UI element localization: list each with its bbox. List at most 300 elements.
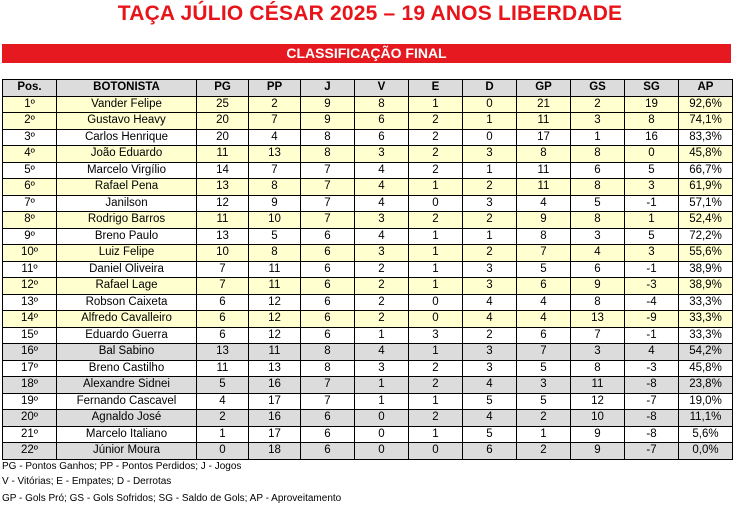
cell-gs: 3 bbox=[571, 113, 625, 130]
cell-pg: 13 bbox=[197, 179, 249, 196]
cell-sg: 19 bbox=[625, 96, 679, 113]
cell-name: Vander Felipe bbox=[57, 96, 197, 113]
cell-gp: 7 bbox=[517, 245, 571, 262]
cell-pp: 5 bbox=[249, 228, 301, 245]
standings-table bbox=[2, 79, 733, 460]
cell-gp: 5 bbox=[517, 261, 571, 278]
cell-d: 3 bbox=[463, 261, 517, 278]
cell-name: Robson Caixeta bbox=[57, 294, 197, 311]
cell-sg: -7 bbox=[625, 393, 679, 410]
cell-sg: -4 bbox=[625, 294, 679, 311]
cell-pos: 19º bbox=[3, 393, 57, 410]
cell-pp: 8 bbox=[249, 179, 301, 196]
cell-pos: 4º bbox=[3, 146, 57, 163]
cell-e: 3 bbox=[409, 327, 463, 344]
cell-pg: 7 bbox=[197, 261, 249, 278]
cell-sg: 3 bbox=[625, 245, 679, 262]
cell-name: Alfredo Cavalleiro bbox=[57, 311, 197, 328]
cell-e: 2 bbox=[409, 146, 463, 163]
cell-gs: 11 bbox=[571, 377, 625, 394]
cell-name: Rodrigo Barros bbox=[57, 212, 197, 229]
cell-pg: 13 bbox=[197, 344, 249, 361]
cell-ap: 92,6% bbox=[679, 96, 733, 113]
cell-gs: 12 bbox=[571, 393, 625, 410]
cell-gp: 7 bbox=[517, 344, 571, 361]
cell-name: Janilson bbox=[57, 195, 197, 212]
cell-pg: 7 bbox=[197, 278, 249, 295]
cell-pp: 8 bbox=[249, 245, 301, 262]
cell-v: 2 bbox=[355, 294, 409, 311]
cell-name: Breno Paulo bbox=[57, 228, 197, 245]
table-row bbox=[3, 360, 733, 377]
cell-ap: 74,1% bbox=[679, 113, 733, 130]
cell-pp: 10 bbox=[249, 212, 301, 229]
cell-d: 3 bbox=[463, 278, 517, 295]
cell-pp: 12 bbox=[249, 294, 301, 311]
cell-d: 0 bbox=[463, 96, 517, 113]
cell-j: 6 bbox=[301, 245, 355, 262]
cell-name: Breno Castilho bbox=[57, 360, 197, 377]
cell-sg: -3 bbox=[625, 278, 679, 295]
cell-j: 6 bbox=[301, 327, 355, 344]
cell-name: João Eduardo bbox=[57, 146, 197, 163]
legend-line-2: V - Vitórias; E - Empates; D - Derrotas bbox=[2, 476, 172, 487]
cell-e: 0 bbox=[409, 311, 463, 328]
cell-ap: 61,9% bbox=[679, 179, 733, 196]
cell-pp: 7 bbox=[249, 162, 301, 179]
cell-pos: 22º bbox=[3, 443, 57, 460]
cell-j: 6 bbox=[301, 410, 355, 427]
cell-e: 2 bbox=[409, 377, 463, 394]
cell-v: 0 bbox=[355, 443, 409, 460]
cell-pg: 11 bbox=[197, 146, 249, 163]
cell-d: 2 bbox=[463, 212, 517, 229]
cell-j: 8 bbox=[301, 360, 355, 377]
table-row bbox=[3, 245, 733, 262]
cell-v: 1 bbox=[355, 377, 409, 394]
cell-j: 7 bbox=[301, 393, 355, 410]
cell-e: 2 bbox=[409, 113, 463, 130]
cell-pp: 2 bbox=[249, 96, 301, 113]
cell-gp: 9 bbox=[517, 212, 571, 229]
cell-name: Marcelo Virgílio bbox=[57, 162, 197, 179]
cell-gs: 2 bbox=[571, 96, 625, 113]
cell-pos: 18º bbox=[3, 377, 57, 394]
cell-pp: 11 bbox=[249, 344, 301, 361]
column-header: GP bbox=[517, 80, 571, 97]
cell-j: 6 bbox=[301, 278, 355, 295]
cell-d: 6 bbox=[463, 443, 517, 460]
cell-d: 5 bbox=[463, 426, 517, 443]
column-header: BOTONISTA bbox=[57, 80, 197, 97]
cell-pg: 10 bbox=[197, 245, 249, 262]
cell-pos: 2º bbox=[3, 113, 57, 130]
page-title: TAÇA JÚLIO CÉSAR 2025 – 19 ANOS LIBERDADE bbox=[117, 2, 623, 25]
cell-v: 3 bbox=[355, 146, 409, 163]
cell-sg: 16 bbox=[625, 129, 679, 146]
cell-ap: 55,6% bbox=[679, 245, 733, 262]
table-row bbox=[3, 311, 733, 328]
cell-v: 1 bbox=[355, 327, 409, 344]
table-row bbox=[3, 443, 733, 460]
cell-ap: 45,8% bbox=[679, 360, 733, 377]
cell-gs: 8 bbox=[571, 294, 625, 311]
cell-pos: 17º bbox=[3, 360, 57, 377]
cell-e: 2 bbox=[409, 162, 463, 179]
cell-ap: 33,3% bbox=[679, 311, 733, 328]
table-row bbox=[3, 96, 733, 113]
cell-gs: 1 bbox=[571, 129, 625, 146]
cell-gp: 5 bbox=[517, 360, 571, 377]
cell-pp: 11 bbox=[249, 261, 301, 278]
cell-j: 7 bbox=[301, 179, 355, 196]
cell-ap: 0,0% bbox=[679, 443, 733, 460]
cell-v: 4 bbox=[355, 179, 409, 196]
cell-d: 4 bbox=[463, 294, 517, 311]
table-row bbox=[3, 195, 733, 212]
cell-pos: 12º bbox=[3, 278, 57, 295]
cell-d: 0 bbox=[463, 129, 517, 146]
cell-ap: 66,7% bbox=[679, 162, 733, 179]
column-header: D bbox=[463, 80, 517, 97]
table-row bbox=[3, 410, 733, 427]
cell-gs: 8 bbox=[571, 212, 625, 229]
cell-v: 2 bbox=[355, 311, 409, 328]
cell-v: 2 bbox=[355, 261, 409, 278]
cell-j: 7 bbox=[301, 377, 355, 394]
cell-name: Gustavo Heavy bbox=[57, 113, 197, 130]
cell-gs: 6 bbox=[571, 162, 625, 179]
cell-name: Alexandre Sidnei bbox=[57, 377, 197, 394]
cell-ap: 57,1% bbox=[679, 195, 733, 212]
cell-e: 0 bbox=[409, 195, 463, 212]
cell-j: 6 bbox=[301, 261, 355, 278]
cell-pos: 21º bbox=[3, 426, 57, 443]
table-row bbox=[3, 228, 733, 245]
cell-ap: 23,8% bbox=[679, 377, 733, 394]
cell-ap: 33,3% bbox=[679, 327, 733, 344]
cell-sg: 3 bbox=[625, 179, 679, 196]
cell-d: 1 bbox=[463, 113, 517, 130]
cell-pp: 17 bbox=[249, 426, 301, 443]
cell-d: 3 bbox=[463, 360, 517, 377]
cell-d: 5 bbox=[463, 393, 517, 410]
cell-ap: 83,3% bbox=[679, 129, 733, 146]
cell-pp: 13 bbox=[249, 146, 301, 163]
cell-pos: 10º bbox=[3, 245, 57, 262]
cell-gp: 8 bbox=[517, 228, 571, 245]
cell-pg: 14 bbox=[197, 162, 249, 179]
cell-j: 8 bbox=[301, 344, 355, 361]
cell-v: 3 bbox=[355, 360, 409, 377]
table-row bbox=[3, 278, 733, 295]
cell-sg: -8 bbox=[625, 410, 679, 427]
cell-name: Daniel Oliveira bbox=[57, 261, 197, 278]
cell-gs: 3 bbox=[571, 344, 625, 361]
table-row bbox=[3, 146, 733, 163]
cell-name: Carlos Henrique bbox=[57, 129, 197, 146]
table-row bbox=[3, 426, 733, 443]
cell-pp: 18 bbox=[249, 443, 301, 460]
column-header: PP bbox=[249, 80, 301, 97]
cell-gp: 5 bbox=[517, 393, 571, 410]
cell-e: 1 bbox=[409, 228, 463, 245]
cell-ap: 11,1% bbox=[679, 410, 733, 427]
cell-gs: 5 bbox=[571, 195, 625, 212]
cell-e: 2 bbox=[409, 410, 463, 427]
cell-gp: 6 bbox=[517, 327, 571, 344]
cell-gp: 11 bbox=[517, 113, 571, 130]
cell-e: 1 bbox=[409, 344, 463, 361]
cell-pg: 5 bbox=[197, 377, 249, 394]
cell-pg: 6 bbox=[197, 294, 249, 311]
cell-j: 6 bbox=[301, 426, 355, 443]
table-row bbox=[3, 179, 733, 196]
cell-e: 2 bbox=[409, 129, 463, 146]
cell-pp: 4 bbox=[249, 129, 301, 146]
cell-d: 1 bbox=[463, 162, 517, 179]
cell-d: 4 bbox=[463, 377, 517, 394]
cell-d: 2 bbox=[463, 179, 517, 196]
cell-gp: 2 bbox=[517, 443, 571, 460]
column-header: AP bbox=[679, 80, 733, 97]
cell-v: 3 bbox=[355, 245, 409, 262]
cell-pg: 13 bbox=[197, 228, 249, 245]
legend-line-1: PG - Pontos Ganhos; PP - Pontos Perdidos; J - Jogos bbox=[2, 461, 242, 472]
table-row bbox=[3, 212, 733, 229]
cell-pos: 13º bbox=[3, 294, 57, 311]
table-body bbox=[3, 96, 733, 459]
cell-j: 8 bbox=[301, 129, 355, 146]
cell-gp: 4 bbox=[517, 195, 571, 212]
cell-sg: 1 bbox=[625, 212, 679, 229]
cell-pg: 6 bbox=[197, 311, 249, 328]
cell-pos: 5º bbox=[3, 162, 57, 179]
cell-e: 0 bbox=[409, 294, 463, 311]
table-row bbox=[3, 327, 733, 344]
table-row bbox=[3, 344, 733, 361]
cell-pos: 15º bbox=[3, 327, 57, 344]
cell-d: 2 bbox=[463, 245, 517, 262]
cell-sg: -8 bbox=[625, 377, 679, 394]
cell-v: 2 bbox=[355, 278, 409, 295]
cell-e: 1 bbox=[409, 245, 463, 262]
cell-gp: 4 bbox=[517, 294, 571, 311]
cell-d: 1 bbox=[463, 228, 517, 245]
cell-pp: 12 bbox=[249, 311, 301, 328]
table-header-row bbox=[3, 80, 733, 97]
cell-name: Rafael Lage bbox=[57, 278, 197, 295]
cell-v: 6 bbox=[355, 113, 409, 130]
cell-pos: 8º bbox=[3, 212, 57, 229]
cell-name: Rafael Pena bbox=[57, 179, 197, 196]
cell-gs: 4 bbox=[571, 245, 625, 262]
cell-gp: 6 bbox=[517, 278, 571, 295]
cell-gs: 8 bbox=[571, 360, 625, 377]
cell-pg: 2 bbox=[197, 410, 249, 427]
table-row bbox=[3, 129, 733, 146]
cell-v: 4 bbox=[355, 195, 409, 212]
column-header: SG bbox=[625, 80, 679, 97]
cell-gs: 8 bbox=[571, 146, 625, 163]
cell-v: 0 bbox=[355, 426, 409, 443]
cell-sg: -1 bbox=[625, 195, 679, 212]
cell-gp: 3 bbox=[517, 377, 571, 394]
cell-d: 3 bbox=[463, 195, 517, 212]
cell-gs: 9 bbox=[571, 278, 625, 295]
cell-pg: 20 bbox=[197, 129, 249, 146]
cell-j: 7 bbox=[301, 162, 355, 179]
column-header: V bbox=[355, 80, 409, 97]
cell-j: 6 bbox=[301, 228, 355, 245]
cell-gp: 11 bbox=[517, 179, 571, 196]
cell-ap: 52,4% bbox=[679, 212, 733, 229]
cell-e: 1 bbox=[409, 261, 463, 278]
cell-gs: 9 bbox=[571, 426, 625, 443]
cell-pg: 12 bbox=[197, 195, 249, 212]
cell-j: 6 bbox=[301, 443, 355, 460]
cell-pg: 6 bbox=[197, 327, 249, 344]
cell-v: 4 bbox=[355, 344, 409, 361]
cell-sg: -1 bbox=[625, 261, 679, 278]
cell-d: 3 bbox=[463, 146, 517, 163]
column-header: PG bbox=[197, 80, 249, 97]
cell-ap: 38,9% bbox=[679, 278, 733, 295]
cell-pg: 25 bbox=[197, 96, 249, 113]
cell-e: 1 bbox=[409, 393, 463, 410]
cell-pp: 16 bbox=[249, 377, 301, 394]
cell-pg: 0 bbox=[197, 443, 249, 460]
cell-name: Agnaldo José bbox=[57, 410, 197, 427]
cell-pg: 1 bbox=[197, 426, 249, 443]
column-header: Pos. bbox=[3, 80, 57, 97]
cell-pg: 20 bbox=[197, 113, 249, 130]
cell-gp: 1 bbox=[517, 426, 571, 443]
cell-ap: 38,9% bbox=[679, 261, 733, 278]
cell-gp: 17 bbox=[517, 129, 571, 146]
cell-pp: 16 bbox=[249, 410, 301, 427]
cell-e: 1 bbox=[409, 278, 463, 295]
cell-j: 6 bbox=[301, 311, 355, 328]
cell-d: 4 bbox=[463, 311, 517, 328]
cell-sg: 5 bbox=[625, 162, 679, 179]
cell-name: Marcelo Italiano bbox=[57, 426, 197, 443]
cell-pg: 4 bbox=[197, 393, 249, 410]
cell-ap: 45,8% bbox=[679, 146, 733, 163]
legend-line-3: GP - Gols Pró; GS - Gols Sofridos; SG - Saldo de Gols; AP - Aproveitamento bbox=[2, 493, 342, 504]
cell-pg: 11 bbox=[197, 360, 249, 377]
cell-ap: 54,2% bbox=[679, 344, 733, 361]
cell-d: 4 bbox=[463, 410, 517, 427]
cell-e: 2 bbox=[409, 212, 463, 229]
cell-j: 9 bbox=[301, 96, 355, 113]
table-row bbox=[3, 261, 733, 278]
cell-gp: 2 bbox=[517, 410, 571, 427]
cell-pos: 3º bbox=[3, 129, 57, 146]
cell-pos: 1º bbox=[3, 96, 57, 113]
table-row bbox=[3, 113, 733, 130]
cell-j: 7 bbox=[301, 195, 355, 212]
cell-sg: 8 bbox=[625, 113, 679, 130]
cell-gs: 10 bbox=[571, 410, 625, 427]
cell-ap: 19,0% bbox=[679, 393, 733, 410]
cell-sg: -3 bbox=[625, 360, 679, 377]
cell-pp: 11 bbox=[249, 278, 301, 295]
table-row bbox=[3, 162, 733, 179]
cell-gs: 9 bbox=[571, 443, 625, 460]
cell-gs: 3 bbox=[571, 228, 625, 245]
cell-name: Júnior Moura bbox=[57, 443, 197, 460]
cell-v: 8 bbox=[355, 96, 409, 113]
cell-e: 1 bbox=[409, 179, 463, 196]
cell-sg: -7 bbox=[625, 443, 679, 460]
cell-pos: 20º bbox=[3, 410, 57, 427]
cell-gs: 6 bbox=[571, 261, 625, 278]
cell-pos: 14º bbox=[3, 311, 57, 328]
cell-ap: 33,3% bbox=[679, 294, 733, 311]
cell-j: 9 bbox=[301, 113, 355, 130]
cell-pp: 13 bbox=[249, 360, 301, 377]
cell-name: Luiz Felipe bbox=[57, 245, 197, 262]
cell-pos: 9º bbox=[3, 228, 57, 245]
column-header: J bbox=[301, 80, 355, 97]
cell-v: 3 bbox=[355, 212, 409, 229]
cell-pos: 7º bbox=[3, 195, 57, 212]
cell-j: 6 bbox=[301, 294, 355, 311]
column-header: E bbox=[409, 80, 463, 97]
cell-sg: 0 bbox=[625, 146, 679, 163]
table-row bbox=[3, 377, 733, 394]
cell-e: 0 bbox=[409, 443, 463, 460]
cell-v: 1 bbox=[355, 393, 409, 410]
cell-gs: 7 bbox=[571, 327, 625, 344]
cell-sg: -1 bbox=[625, 327, 679, 344]
cell-ap: 72,2% bbox=[679, 228, 733, 245]
cell-e: 2 bbox=[409, 360, 463, 377]
cell-pos: 6º bbox=[3, 179, 57, 196]
table-row bbox=[3, 294, 733, 311]
cell-pp: 9 bbox=[249, 195, 301, 212]
cell-ap: 5,6% bbox=[679, 426, 733, 443]
cell-gp: 8 bbox=[517, 146, 571, 163]
cell-j: 7 bbox=[301, 212, 355, 229]
table-row bbox=[3, 393, 733, 410]
cell-name: Fernando Cascavel bbox=[57, 393, 197, 410]
cell-j: 8 bbox=[301, 146, 355, 163]
cell-v: 6 bbox=[355, 129, 409, 146]
cell-v: 4 bbox=[355, 162, 409, 179]
cell-gp: 21 bbox=[517, 96, 571, 113]
cell-pp: 17 bbox=[249, 393, 301, 410]
cell-sg: -8 bbox=[625, 426, 679, 443]
cell-sg: 5 bbox=[625, 228, 679, 245]
cell-v: 4 bbox=[355, 228, 409, 245]
cell-name: Bal Sabino bbox=[57, 344, 197, 361]
cell-e: 1 bbox=[409, 96, 463, 113]
cell-gs: 8 bbox=[571, 179, 625, 196]
cell-pp: 12 bbox=[249, 327, 301, 344]
cell-gp: 11 bbox=[517, 162, 571, 179]
column-header: GS bbox=[571, 80, 625, 97]
cell-v: 0 bbox=[355, 410, 409, 427]
cell-name: Eduardo Guerra bbox=[57, 327, 197, 344]
cell-d: 2 bbox=[463, 327, 517, 344]
cell-gs: 13 bbox=[571, 311, 625, 328]
cell-sg: -9 bbox=[625, 311, 679, 328]
cell-pos: 11º bbox=[3, 261, 57, 278]
cell-pg: 11 bbox=[197, 212, 249, 229]
cell-pos: 16º bbox=[3, 344, 57, 361]
